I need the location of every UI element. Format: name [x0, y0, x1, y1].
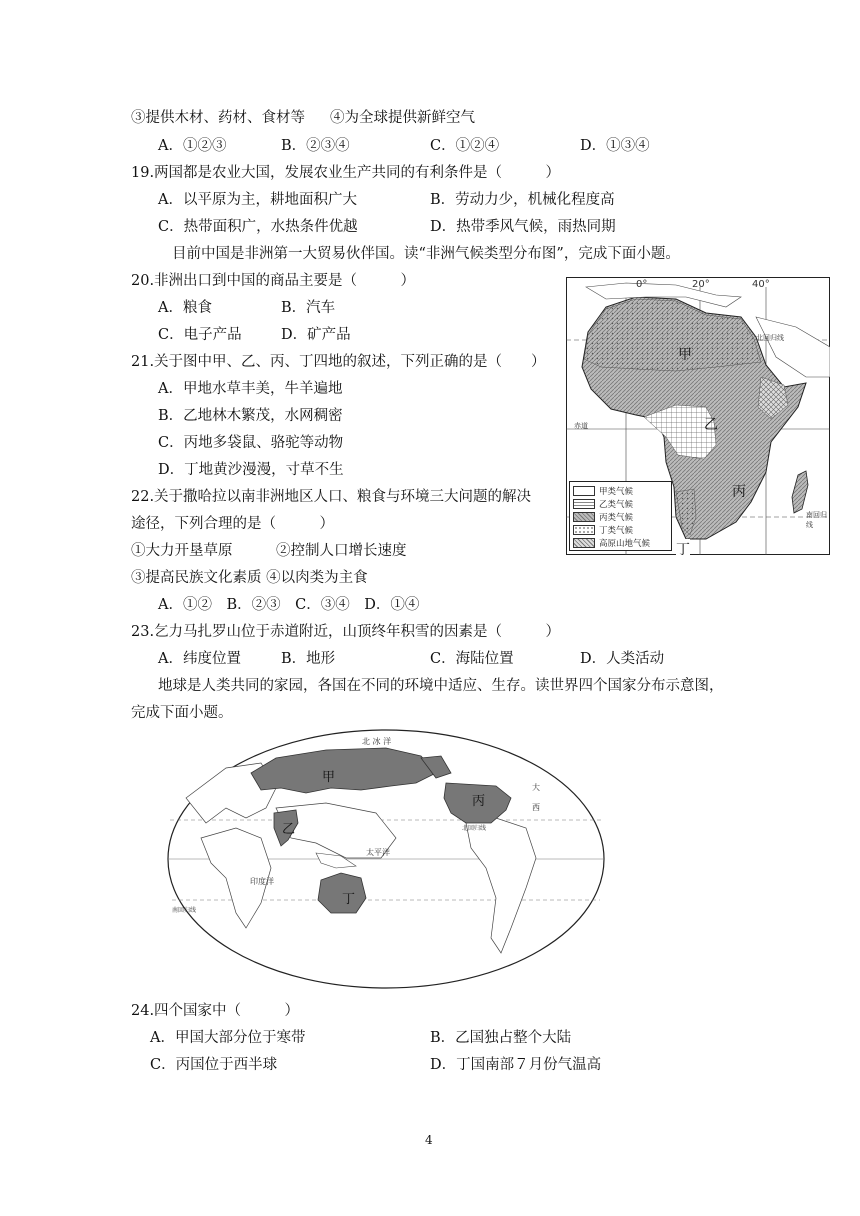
legend-label: 高原山地气候: [599, 538, 651, 549]
q23-choice-b: B．地形: [281, 651, 336, 667]
equator-label: 赤道: [574, 422, 588, 430]
q18-choice-c: C．①②④: [430, 138, 500, 154]
tropic-south-label: 南回归线: [172, 907, 197, 914]
q20-choice-d: D．矿产品: [281, 327, 351, 343]
country-yi-label: 乙: [282, 822, 296, 837]
world-countries-map: [166, 728, 606, 990]
intro-world-line2: 完成下面小题。: [131, 705, 233, 721]
q24-choice-c: C．丙国位于西半球: [150, 1057, 278, 1073]
q21-choice-b: B．乙地林木繁茂，水网稠密: [158, 408, 343, 424]
q20-choice-c: C．电子产品: [158, 327, 242, 343]
tropic-north-label: 北回归线: [756, 334, 784, 342]
region-ding-label: 丁: [676, 539, 690, 559]
q24-choice-a: A．甲国大部分位于寒带: [150, 1030, 306, 1046]
q18-option-4: ④为全球提供新鲜空气: [330, 110, 475, 126]
legend-swatch: [573, 525, 595, 535]
q23-choice-d: D．人类活动: [580, 651, 665, 667]
q22-options-34: ③提高民族文化素质 ④以肉类为主食: [131, 570, 368, 586]
indian-ocean-label: 印度洋: [250, 877, 274, 886]
q20-choice-a: A．粮食: [158, 300, 212, 316]
africa-climate-map: [566, 277, 830, 558]
pacific-ocean-label: 太平洋: [366, 848, 390, 857]
q18-choice-a: A．①②③: [158, 138, 227, 154]
region-bing-label: 丙: [732, 484, 746, 500]
intro-world-line1: 地球是人类共同的家园，各国在不同的环境中适应、生存。读世界四个国家分布示意图，: [158, 678, 724, 694]
legend-item-jia: [573, 484, 668, 497]
legend-label: 丙类气候: [599, 512, 634, 523]
atlantic-label-1: 大: [532, 783, 540, 792]
climate-legend: [569, 481, 672, 551]
q24-choice-b: B．乙国独占整个大陆: [430, 1030, 572, 1046]
q21-choice-d: D．丁地黄沙漫漫，寸草不生: [158, 462, 344, 478]
legend-label: 丁类气候: [599, 525, 634, 536]
q19-stem: 19.两国都是农业大国，发展农业生产共同的有利条件是（ ）: [131, 165, 561, 181]
q24-stem: 24.四个国家中（ ）: [131, 1003, 300, 1019]
q19-choice-c: C．热带面积广，水热条件优越: [158, 219, 358, 235]
legend-swatch: [573, 486, 595, 496]
arctic-ocean-label: 北 冰 洋: [362, 737, 392, 746]
q21-choice-c: C．丙地多袋鼠、骆驼等动物: [158, 435, 344, 451]
legend-label: 甲类气候: [599, 486, 634, 497]
atlantic-label-2: 西: [532, 803, 540, 812]
region-yi-label: 乙: [704, 417, 718, 433]
q19-choice-d: D．热带季风气候，雨热同期: [430, 219, 616, 235]
q23-stem: 23.乞力马扎罗山位于赤道附近，山顶终年积雪的因素是（ ）: [131, 624, 561, 640]
q21-stem: 21.关于图中甲、乙、丙、丁四地的叙述，下列正确的是（ ）: [131, 354, 546, 370]
country-jia-label: 甲: [322, 770, 336, 785]
legend-swatch: [573, 512, 595, 522]
legend-item-yi: [573, 497, 668, 510]
q20-choice-b: B．汽车: [281, 300, 336, 316]
lon-0-label: 0°: [636, 279, 648, 290]
lon-40-label: 40°: [752, 279, 770, 290]
legend-swatch: [573, 499, 595, 509]
q19-choice-b: B．劳动力少，机械化程度高: [430, 192, 615, 208]
legend-item-highland: [573, 536, 668, 549]
q22-stem-line2: 途径，下列合理的是（ ）: [131, 516, 334, 532]
q22-choices: A．①② B．②③ C．③④ D．①④: [158, 597, 420, 613]
page-number: 4: [425, 1133, 433, 1147]
q23-choice-c: C．海陆位置: [430, 651, 514, 667]
q23-choice-a: A．纬度位置: [158, 651, 241, 667]
q24-choice-d: D．丁国南部７月份气温高: [430, 1057, 602, 1073]
country-ding-label: 丁: [342, 892, 356, 907]
q22-stem-line1: 22.关于撒哈拉以南非洲地区人口、粮食与环境三大问题的解决: [131, 489, 532, 505]
country-bing-label: 丙: [472, 794, 486, 809]
intro-africa: 目前中国是非洲第一大贸易伙伴国。读“非洲气候类型分布图”，完成下面小题。: [172, 246, 680, 262]
q18-choice-b: B．②③④: [281, 138, 350, 154]
region-jia-label: 甲: [678, 347, 692, 363]
q18-option-3: ③提供木材、药材、食材等: [131, 110, 305, 126]
q18-choice-d: D．①③④: [580, 138, 650, 154]
legend-item-bing: [573, 510, 668, 523]
q19-choice-a: A．以平原为主，耕地面积广大: [158, 192, 357, 208]
q20-stem: 20.非洲出口到中国的商品主要是（ ）: [131, 273, 416, 289]
legend-swatch: [573, 538, 595, 548]
q21-choice-a: A．甲地水草丰美，牛羊遍地: [158, 381, 343, 397]
q22-options-12: ①大力开垦草原 ②控制人口增长速度: [131, 543, 407, 559]
tropic-south-label: 南回归线: [806, 511, 827, 529]
world-map-figure: [166, 728, 606, 990]
legend-label: 乙类气候: [599, 499, 634, 510]
lon-20-label: 20°: [692, 279, 710, 290]
tropic-north-label: 北回归线: [462, 825, 487, 832]
legend-item-ding: [573, 523, 668, 536]
